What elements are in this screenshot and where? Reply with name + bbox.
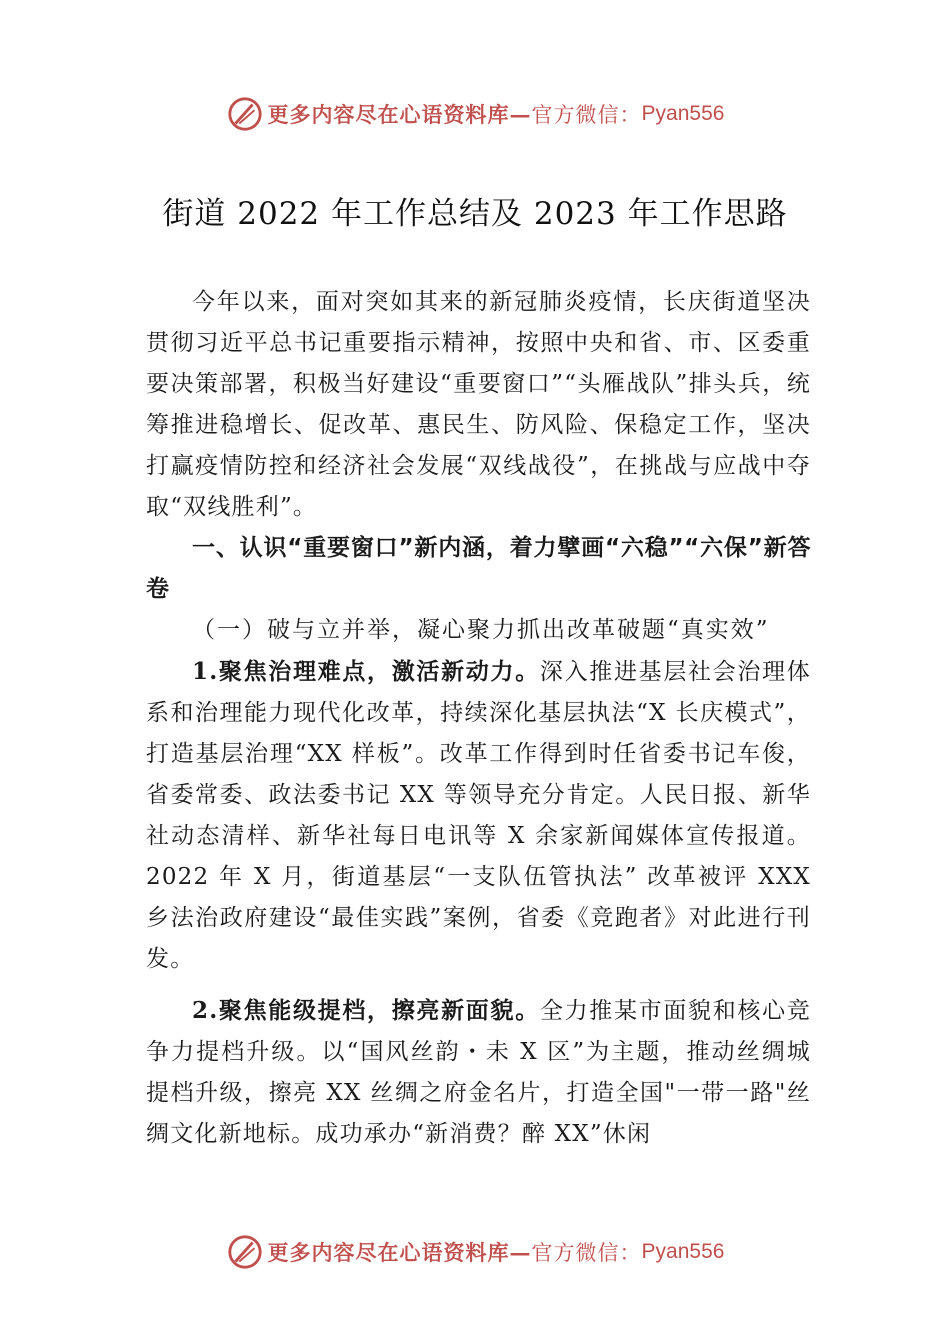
item-body: 全力推某市面貌和核心竞争力提档升级。以“国风丝韵・未 X 区”为主题，推动丝绸城提档升级，擦亮 XX 丝绸之府金名片，打造全国"一带一路"丝绸文化新地标。成功承办“新消费？醉 XX”休闲	[146, 998, 811, 1147]
pen-seal-icon	[226, 1233, 264, 1271]
section-heading: 一、认识“重要窗口”新内涵，着力擘画“六稳”“六保”新答卷	[146, 535, 811, 602]
document-title: 街道 2022 年工作总结及 2023 年工作思路	[162, 196, 788, 232]
item-body: 深入推进基层社会治理体系和治理能力现代化改革，持续深化基层执法“X 长庆模式”，打造基层治理“XX 样板”。改革工作得到时任省委书记车俊，省委常委、政法委书记 XX 等领导充分肯定。人民日报、新华社动态清样、新华社每日电讯等 X 余家新闻媒体宣传报道。2022 年 X 月，街道基层“一支队伍管执法” 改革被评 XXX 乡法治政府建设“最佳实践”案例，省委《竞跑者》对此进行刊发。	[146, 659, 811, 972]
list-item	[146, 651, 811, 980]
banner-label: 官方微信：	[531, 1241, 642, 1265]
wechat-id: Pyan556	[641, 1240, 725, 1263]
intro-paragraph: 今年以来，面对突如其来的新冠肺炎疫情，长庆街道坚决贯彻习近平总书记重要指示精神，按照中央和省、市、区委重要决策部署，积极当好建设“重要窗口”“头雁战队”排头兵，统筹推进稳增长、促改革、惠民生、防风险、保稳定工作，坚决打赢疫情防控和经济社会发展“双线战役”，在挑战与应战中夺取“双线胜利”。	[146, 289, 811, 520]
list-item	[146, 990, 811, 1155]
document-body	[146, 282, 811, 1155]
pen-seal-icon	[226, 95, 264, 133]
wechat-id: Pyan556	[641, 102, 725, 125]
banner-text: 更多内容尽在心语资料库—	[267, 1240, 532, 1265]
item-lead: 1.聚焦治理难点，激活新动力。	[192, 658, 540, 685]
header-banner	[0, 92, 950, 136]
subsection-heading: （一）破与立并举，凝心聚力抓出改革破题“真实效”	[192, 617, 770, 643]
item-lead: 2.聚焦能级提档，擦亮新面貌。	[192, 997, 540, 1024]
banner-text: 更多内容尽在心语资料库—	[267, 102, 532, 127]
banner-label: 官方微信：	[531, 103, 642, 127]
footer-banner	[0, 1230, 950, 1274]
